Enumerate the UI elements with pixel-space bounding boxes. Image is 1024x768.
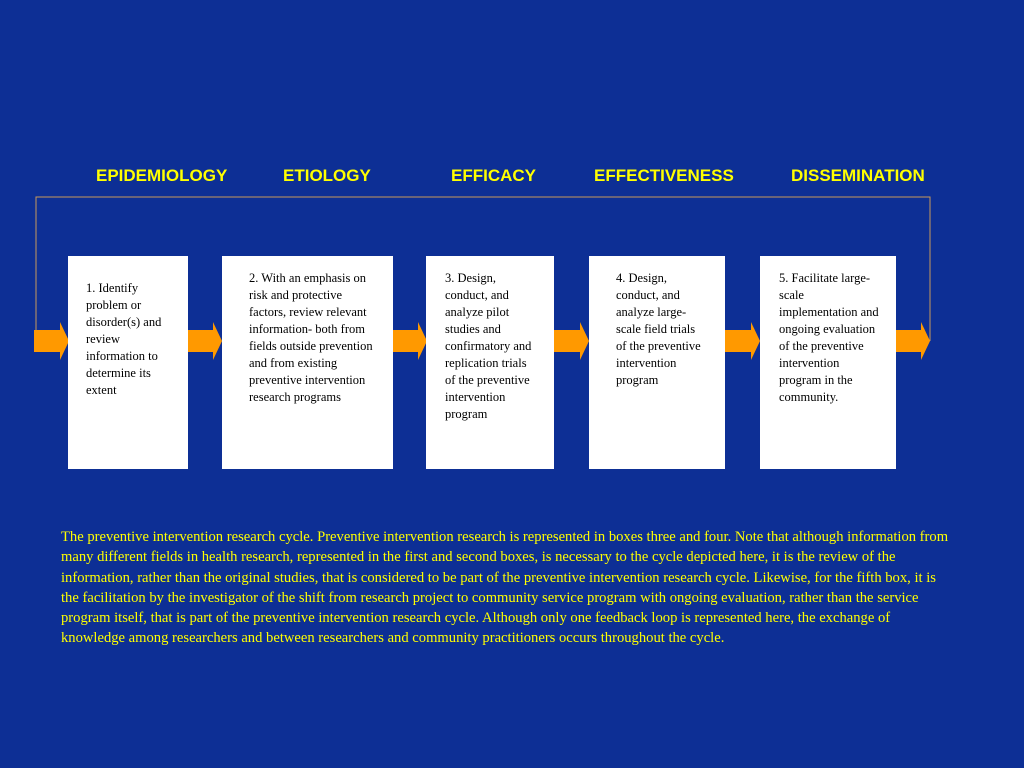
figure-caption: The preventive intervention research cycle. Preventive intervention research is represented in boxes three and four. Note that although information from many different fields in health research, represented in the first and second boxes, is necessary to the cycle depicted here, it is the review of the information, rather than the original studies, that is considered to be part of the preventive intervention research cycle. Likewise, for the fifth box, it is the facilitation by the investigator of the shift from research project to community service program with ongoing evaluation, rather than the service program itself, that is part of the preventive intervention research cycle. Although only one feedback loop is represented here, the exchange of knowledge among researchers and between researchers and community practitioners occurs throughout the cycle. <box>61 529 949 647</box>
stage-label-epidemiology: EPIDEMIOLOGY <box>96 166 228 185</box>
arrow-right-icon <box>554 322 590 360</box>
stage-label-efficacy: EFFICACY <box>451 166 536 185</box>
step-box-2: 2. With an emphasis on risk and protective factors, review relevant information- both from fields outside prevention and from existing preventive intervention research programs <box>222 256 393 469</box>
stage-label-dissemination: DISSEMINATION <box>791 166 925 185</box>
step-box-5: 5. Facilitate large-scale implementation and ongoing evaluation of the preventive intervention program in the community. <box>760 256 896 469</box>
arrow-right-icon <box>34 322 70 360</box>
arrow-right-icon <box>187 322 223 360</box>
stage-label-etiology: ETIOLOGY <box>283 166 371 185</box>
step-box-4: 4. Design, conduct, and analyze large-scale field trials of the preventive intervention program <box>589 256 725 469</box>
arrow-right-icon <box>725 322 761 360</box>
arrow-right-icon <box>895 322 931 360</box>
step-box-1: 1. Identify problem or disorder(s) and review information to determine its extent <box>68 256 188 469</box>
stage-label-effectiveness: EFFECTIVENESS <box>594 166 734 185</box>
step-box-3: 3. Design, conduct, and analyze pilot studies and confirmatory and replication trials of the preventive intervention program <box>426 256 554 469</box>
arrow-right-icon <box>392 322 428 360</box>
